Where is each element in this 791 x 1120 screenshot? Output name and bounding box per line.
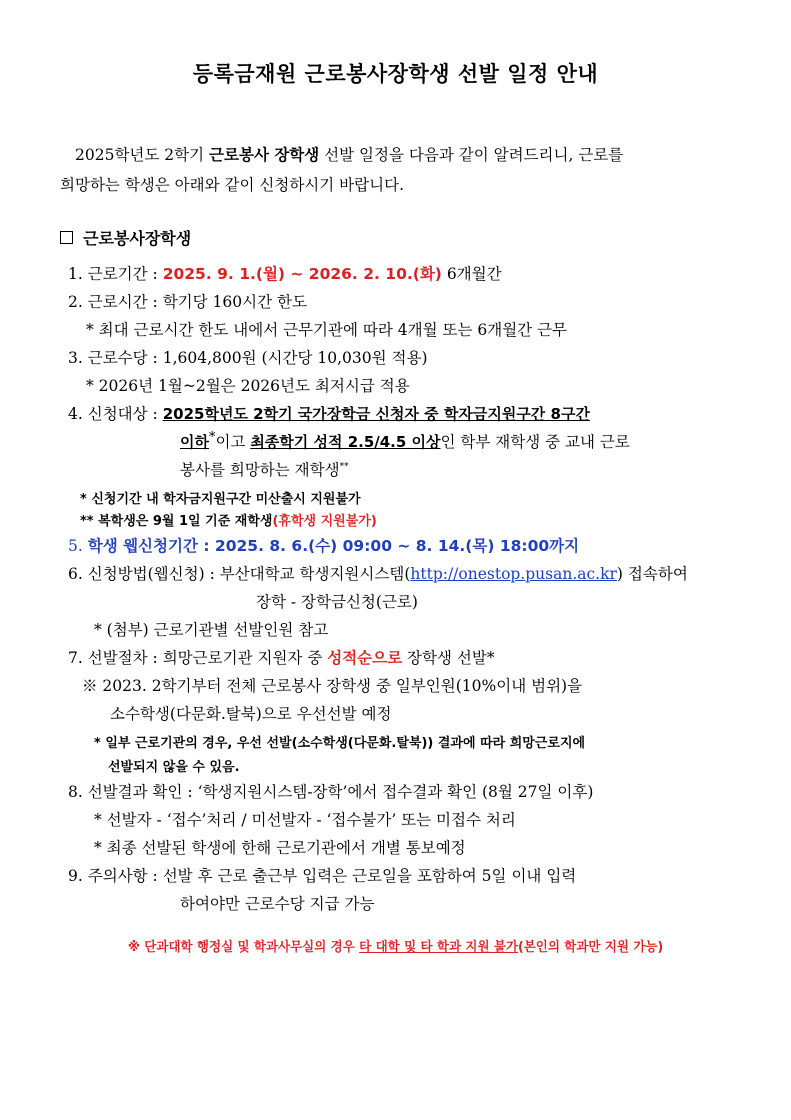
item-text: 근로시간 : 학기당 160시간 한도 <box>87 293 307 311</box>
item-text: 근로수당 : 1,604,800원 (시간당 10,030원 적용) <box>87 349 428 367</box>
item-label: 선발절차 : 희망근로기관 지원자 중 <box>87 649 328 667</box>
item-text: 장학생 선발* <box>402 649 495 667</box>
item-4-note-1: * 신청기간 내 학자금지원구간 미산출시 지원불가 <box>80 492 361 507</box>
item-number: 9. <box>68 867 83 885</box>
item-2 <box>68 290 307 312</box>
eligibility-condition-1: 2025학년도 2학기 국가장학금 신청자 중 학자금지원구간 8구간 <box>162 405 590 423</box>
item-text: 선발결과 확인 : ‘학생지원시스템-장학’에서 접수결과 확인 (8월 27일 이후) <box>87 783 594 801</box>
item-4 <box>68 402 590 424</box>
item-8 <box>68 780 593 802</box>
intro-line-2: 희망하는 학생은 아래와 같이 신청하시기 바랍니다. <box>60 176 404 194</box>
item-label: 신청대상 : <box>87 405 163 423</box>
item-6-line-2: 장학 - 장학금신청(근로) <box>256 593 418 611</box>
item-2-note: * 최대 근로시간 한도 내에서 근무기관에 따라 4개월 또는 6개월간 근무 <box>86 321 568 339</box>
item-9-line-2: 하여야만 근로수당 지급 가능 <box>180 895 375 913</box>
work-period: 2025. 9. 1.(월) ~ 2026. 2. 10.(화) <box>162 265 442 283</box>
item-5 <box>68 534 579 556</box>
selection-criteria: 성적순으로 <box>327 649 403 667</box>
item-text: 인 학부 재학생 중 교내 근로 <box>440 433 630 452</box>
item-text: 이고 <box>215 433 251 452</box>
footer-text: ※ 단과대학 행정실 및 학과사무실의 경우 <box>127 940 360 955</box>
item-text: 봉사를 희망하는 재학생 <box>180 461 340 479</box>
item-4-line-3 <box>180 458 349 480</box>
note-text: ** 복학생은 9월 1일 기준 재학생 <box>80 514 273 529</box>
item-9 <box>68 864 576 886</box>
footer-emphasis: 타 대학 및 타 학과 지원 불가 <box>359 940 519 955</box>
item-7-reference-1: ※ 2023. 2학기부터 전체 근로봉사 장학생 중 일부인원(10%이내 범위)을 <box>82 677 583 695</box>
footer-text: (본인의 학과만 지원 가능) <box>518 940 664 955</box>
item-number: 1. <box>68 265 83 283</box>
item-number: 7. <box>68 649 83 667</box>
item-number: 2. <box>68 293 83 311</box>
eligibility-condition-1b: 이하 <box>180 433 209 452</box>
eligibility-condition-2: 최종학기 성적 2.5/4.5 이상 <box>250 433 441 452</box>
intro-text-2: 선발 일정을 다음과 같이 알려드리니, 근로를 <box>319 146 624 164</box>
item-3 <box>68 346 428 368</box>
footnote-mark: ** <box>339 461 349 472</box>
note-warning: (휴학생 지원불가) <box>272 514 377 529</box>
item-text: 부산대학교 학생지원시스템( <box>219 565 411 583</box>
intro-text-1: 2025학년도 2학기 <box>75 146 210 164</box>
item-7-note-1: * 일부 근로기관의 경우, 우선 선발(소수학생(다문화.탈북)) 결과에 따라 희망근로지에 <box>94 736 586 751</box>
item-label: 신청방법(웹신청) : <box>87 565 220 583</box>
item-number: 6. <box>68 565 83 583</box>
item-7 <box>68 646 495 668</box>
footnote-mark: * <box>208 430 216 445</box>
item-7-reference-2: 소수학생(다문화.탈북)으로 우선선발 예정 <box>110 705 392 723</box>
item-3-note: * 2026년 1월~2월은 2026년도 최저시급 적용 <box>86 377 410 395</box>
application-period: 학생 웹신청기간 : 2025. 8. 6.(수) 09:00 ~ 8. 14.(목) 18:00까지 <box>87 537 580 555</box>
item-6-note: * (첨부) 근로기관별 선발인원 참고 <box>94 621 329 639</box>
onestop-link[interactable]: http://onestop.pusan.ac.kr <box>410 565 617 583</box>
item-text: ) 접속하여 <box>616 565 688 583</box>
intro-emphasis: 근로봉사 장학생 <box>209 146 320 164</box>
item-6 <box>68 562 688 584</box>
item-8-note-2: * 최종 선발된 학생에 한해 근로기관에서 개별 통보예정 <box>94 839 466 857</box>
item-8-note-1: * 선발자 - ‘접수’처리 / 미선발자 - ‘접수불가’ 또는 미접수 처리 <box>94 811 516 829</box>
item-1 <box>68 262 502 284</box>
work-period-tail: 6개월간 <box>441 265 502 283</box>
item-number: 8. <box>68 783 83 801</box>
intro-paragraph <box>60 140 702 200</box>
item-text: 주의사항 : 선발 후 근로 출근부 입력은 근로일을 포함하여 5일 이내 입력 <box>87 867 577 885</box>
section-header <box>60 226 191 249</box>
checkbox-icon <box>60 231 73 244</box>
item-label: 근로기간 : <box>87 265 163 283</box>
item-4-line-2 <box>180 430 630 452</box>
item-number: 3. <box>68 349 83 367</box>
page-title: 등록금재원 근로봉사장학생 선발 일정 안내 <box>192 62 599 86</box>
item-4-note-2 <box>80 510 377 529</box>
section-title: 근로봉사장학생 <box>83 229 192 248</box>
footer-warning <box>15 936 775 955</box>
item-number: 5. <box>68 537 83 555</box>
item-7-note-2: 선발되지 않을 수 있음. <box>108 760 240 775</box>
item-number: 4. <box>68 405 83 423</box>
